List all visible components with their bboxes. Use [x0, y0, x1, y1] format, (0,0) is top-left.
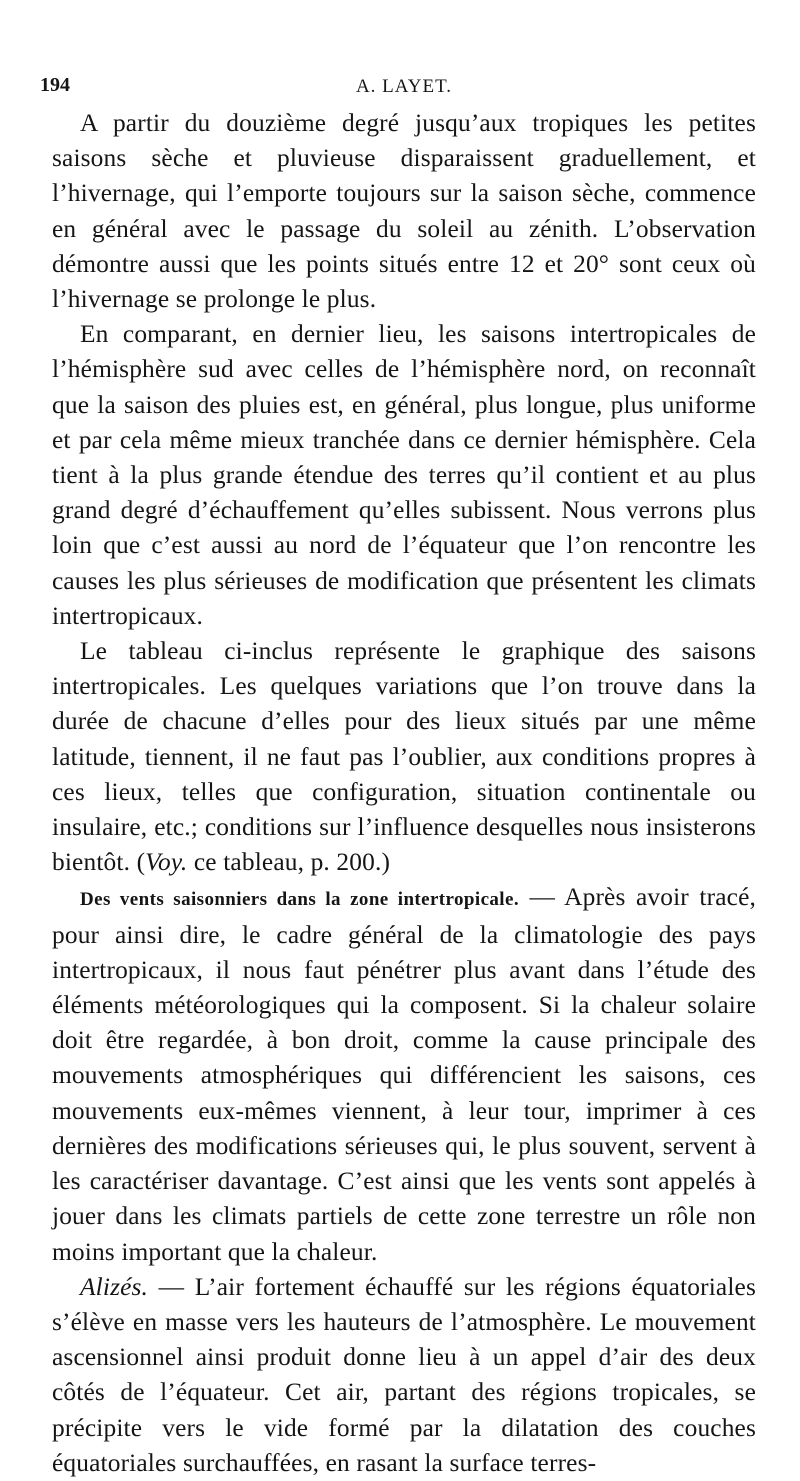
paragraph-seasons-table [52, 634, 756, 880]
paragraph-trade-winds [52, 1270, 756, 1481]
paragraph-seasonal-winds [52, 880, 756, 1269]
section-heading-trade-winds: Alizés. [80, 1272, 149, 1301]
page-number: 194 [40, 74, 70, 96]
paragraph-tropical-seasons: A partir du douzième degré jusqu’aux tropiques les petites saisons sèche et pluvieuse disparaissent graduellement, et l’hivernage, qui l’emporte toujours sur la saison sèche, commence en général avec le passage du soleil au zénith. L’observation démontre aussi que les points situés entre 12 et 20° sont ceux où l’hivernage se prolonge le plus. [52, 109, 756, 314]
paragraph-seasonal-winds-text: — Après avoir tracé, pour ainsi dire, le cadre général de la climatologie des pays intertropicaux, il nous faut pénétrer plus avant dans l’étude des éléments météorologiques qui la composent. Si la chaleur solaire doit être regardée, à bon droit, comme la cause principale des mouvements atmosphériques qui différencient les saisons, ces mouvements eux-mêmes viennent, à leur tour, imprimer à ces dernières des modifications sérieuses qui, le plus souvent, servent à les caractériser davantage. C’est ainsi que les vents sont appelés à jouer dans les climats partiels de cette zone terrestre un rôle non moins important que la chaleur. [52, 883, 756, 1266]
book-page [40, 70, 756, 1481]
running-head: A. LAYET. [355, 76, 453, 97]
body-text [52, 106, 756, 1481]
voy-abbreviation: Voy. [145, 848, 188, 877]
paragraph-seasons-table-ref: ce tableau, p. 200.) [187, 848, 391, 877]
paragraph-seasons-table-text: Le tableau ci-inclus représente le graphique des saisons intertropicales. Les quelques variations que l’on trouve dans la durée de chacune d’elles pour des lieux situés par une même latitude, tiennent, il ne faut pas l’oublier, aux conditions propres à ces lieux, telles que configuration, situation continentale ou insulaire, etc.; conditions sur l’influence desquelles nous insisterons bientôt. ( [52, 637, 756, 877]
paragraph-hemisphere-comparison: En comparant, en dernier lieu, les saisons intertropicales de l’hémisphère sud avec celles de l’hémisphère nord, on reconnaît que la saison des pluies est, en général, plus longue, plus uniforme et par cela même mieux tranchée dans ce dernier hémisphère. Cela tient à la plus grande étendue des terres qu’il contient et au plus grand degré d’échauffement qu’elles subissent. Nous verrons plus loin que c’est aussi au nord de l’équateur que l’on rencontre les causes les plus sérieuses de modification que présentent les climats intertropicaux. [52, 320, 756, 630]
page-header [40, 70, 756, 106]
paragraph-trade-winds-text: — L’air fortement échauffé sur les régions équatoriales s’élève en masse vers les hauteurs de l’atmosphère. Le mouvement ascensionnel ainsi produit donne lieu à un appel d’air des deux côtés de l’équateur. Cet air, partant des régions tropicales, se précipite vers le vide formé par la dilatation des couches équatoriales surchauffées, en rasant la surface terres- [52, 1272, 756, 1477]
section-heading-seasonal-winds: Des vents saisonniers dans la zone intertropicale. [80, 889, 519, 911]
